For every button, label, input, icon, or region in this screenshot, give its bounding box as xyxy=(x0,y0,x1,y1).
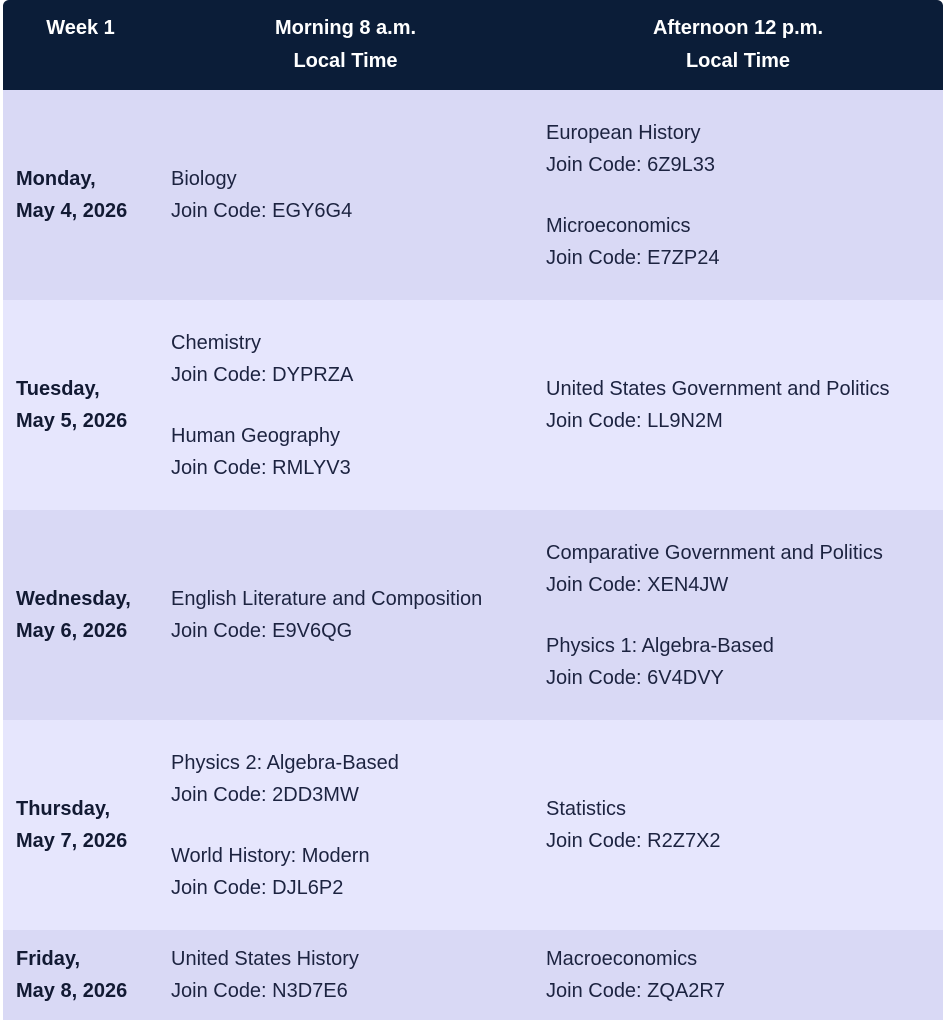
week-label: Week 1 xyxy=(46,17,115,39)
day-name: Tuesday, xyxy=(16,378,100,400)
day-name: Monday, xyxy=(16,168,96,190)
join-code: Join Code: 6Z9L33 xyxy=(546,153,716,176)
exam-entry xyxy=(546,793,943,857)
week-header xyxy=(3,0,158,90)
exam-entry xyxy=(546,630,943,694)
afternoon-cell xyxy=(533,720,943,930)
table-row xyxy=(3,300,943,510)
table-row xyxy=(3,510,943,720)
join-code: Join Code: N3D7E6 xyxy=(171,980,348,1002)
afternoon-cell xyxy=(533,510,943,720)
afternoon-local-time-label: Local Time xyxy=(685,50,791,72)
join-code: Join Code: RMLYV3 xyxy=(171,456,351,479)
join-code: Join Code: XEN4JW xyxy=(546,573,729,596)
day-cell xyxy=(3,720,158,930)
exam-entry xyxy=(171,327,533,391)
morning-local-time-label: Local Time xyxy=(293,50,398,72)
afternoon-cell xyxy=(533,300,943,510)
table-row xyxy=(3,720,943,930)
day-date: May 7, 2026 xyxy=(16,830,128,852)
join-code: Join Code: ZQA2R7 xyxy=(546,980,725,1002)
exam-subject: Physics 1: Algebra-Based xyxy=(546,634,774,657)
exam-subject: United States Government and Politics xyxy=(546,378,890,400)
exam-subject: European History xyxy=(546,121,701,144)
day-cell xyxy=(3,300,158,510)
exam-subject: Human Geography xyxy=(171,424,340,447)
day-name: Thursday, xyxy=(16,798,111,820)
exam-subject: Microeconomics xyxy=(546,214,691,237)
day-cell xyxy=(3,510,158,720)
exam-subject: Physics 2: Algebra-Based xyxy=(171,751,399,774)
exam-subject: United States History xyxy=(171,948,359,970)
day-date: May 8, 2026 xyxy=(16,980,128,1002)
exam-entry xyxy=(171,840,533,904)
day-date: May 5, 2026 xyxy=(16,410,128,432)
morning-cell xyxy=(158,930,533,1020)
day-cell xyxy=(3,930,158,1020)
exam-entry xyxy=(171,747,533,811)
exam-entry xyxy=(171,163,533,227)
afternoon-time-label: Afternoon 12 p.m. xyxy=(652,17,823,39)
afternoon-cell xyxy=(533,90,943,300)
exam-entry xyxy=(546,943,943,1007)
exam-subject: English Literature and Composition xyxy=(171,588,483,610)
morning-cell xyxy=(158,300,533,510)
morning-time-label: Morning 8 a.m. xyxy=(274,17,417,39)
afternoon-header xyxy=(533,0,943,90)
day-cell xyxy=(3,90,158,300)
join-code: Join Code: DYPRZA xyxy=(171,363,354,386)
table-row xyxy=(3,930,943,1020)
join-code: Join Code: 6V4DVY xyxy=(546,666,724,689)
table-row xyxy=(3,90,943,300)
exam-entry xyxy=(171,943,533,1007)
exam-entry xyxy=(171,583,533,647)
exam-entry xyxy=(171,420,533,484)
morning-cell xyxy=(158,90,533,300)
join-code: Join Code: E9V6QG xyxy=(171,620,353,642)
afternoon-cell xyxy=(533,930,943,1020)
exam-entry xyxy=(546,117,943,181)
morning-cell xyxy=(158,510,533,720)
exam-schedule-table xyxy=(3,0,943,1020)
schedule-body xyxy=(3,90,943,1020)
exam-subject: Statistics xyxy=(546,798,627,820)
exam-subject: Comparative Government and Politics xyxy=(546,541,883,564)
exam-entry xyxy=(546,537,943,601)
day-date: May 4, 2026 xyxy=(16,200,128,222)
morning-cell xyxy=(158,720,533,930)
exam-subject: Chemistry xyxy=(171,331,262,354)
exam-entry xyxy=(546,373,943,437)
header-row xyxy=(3,0,943,90)
day-name: Friday, xyxy=(16,948,81,970)
exam-subject: Macroeconomics xyxy=(546,948,698,970)
exam-subject: World History: Modern xyxy=(171,844,370,867)
day-date: May 6, 2026 xyxy=(16,620,128,642)
join-code: Join Code: 2DD3MW xyxy=(171,783,359,806)
schedule-header xyxy=(3,0,943,90)
join-code: Join Code: DJL6P2 xyxy=(171,876,344,899)
join-code: Join Code: LL9N2M xyxy=(546,410,723,432)
day-name: Wednesday, xyxy=(16,588,131,610)
join-code: Join Code: R2Z7X2 xyxy=(546,830,721,852)
morning-header xyxy=(158,0,533,90)
join-code: Join Code: E7ZP24 xyxy=(546,246,720,269)
exam-subject: Biology xyxy=(171,168,237,190)
join-code: Join Code: EGY6G4 xyxy=(171,200,353,222)
exam-entry xyxy=(546,210,943,274)
